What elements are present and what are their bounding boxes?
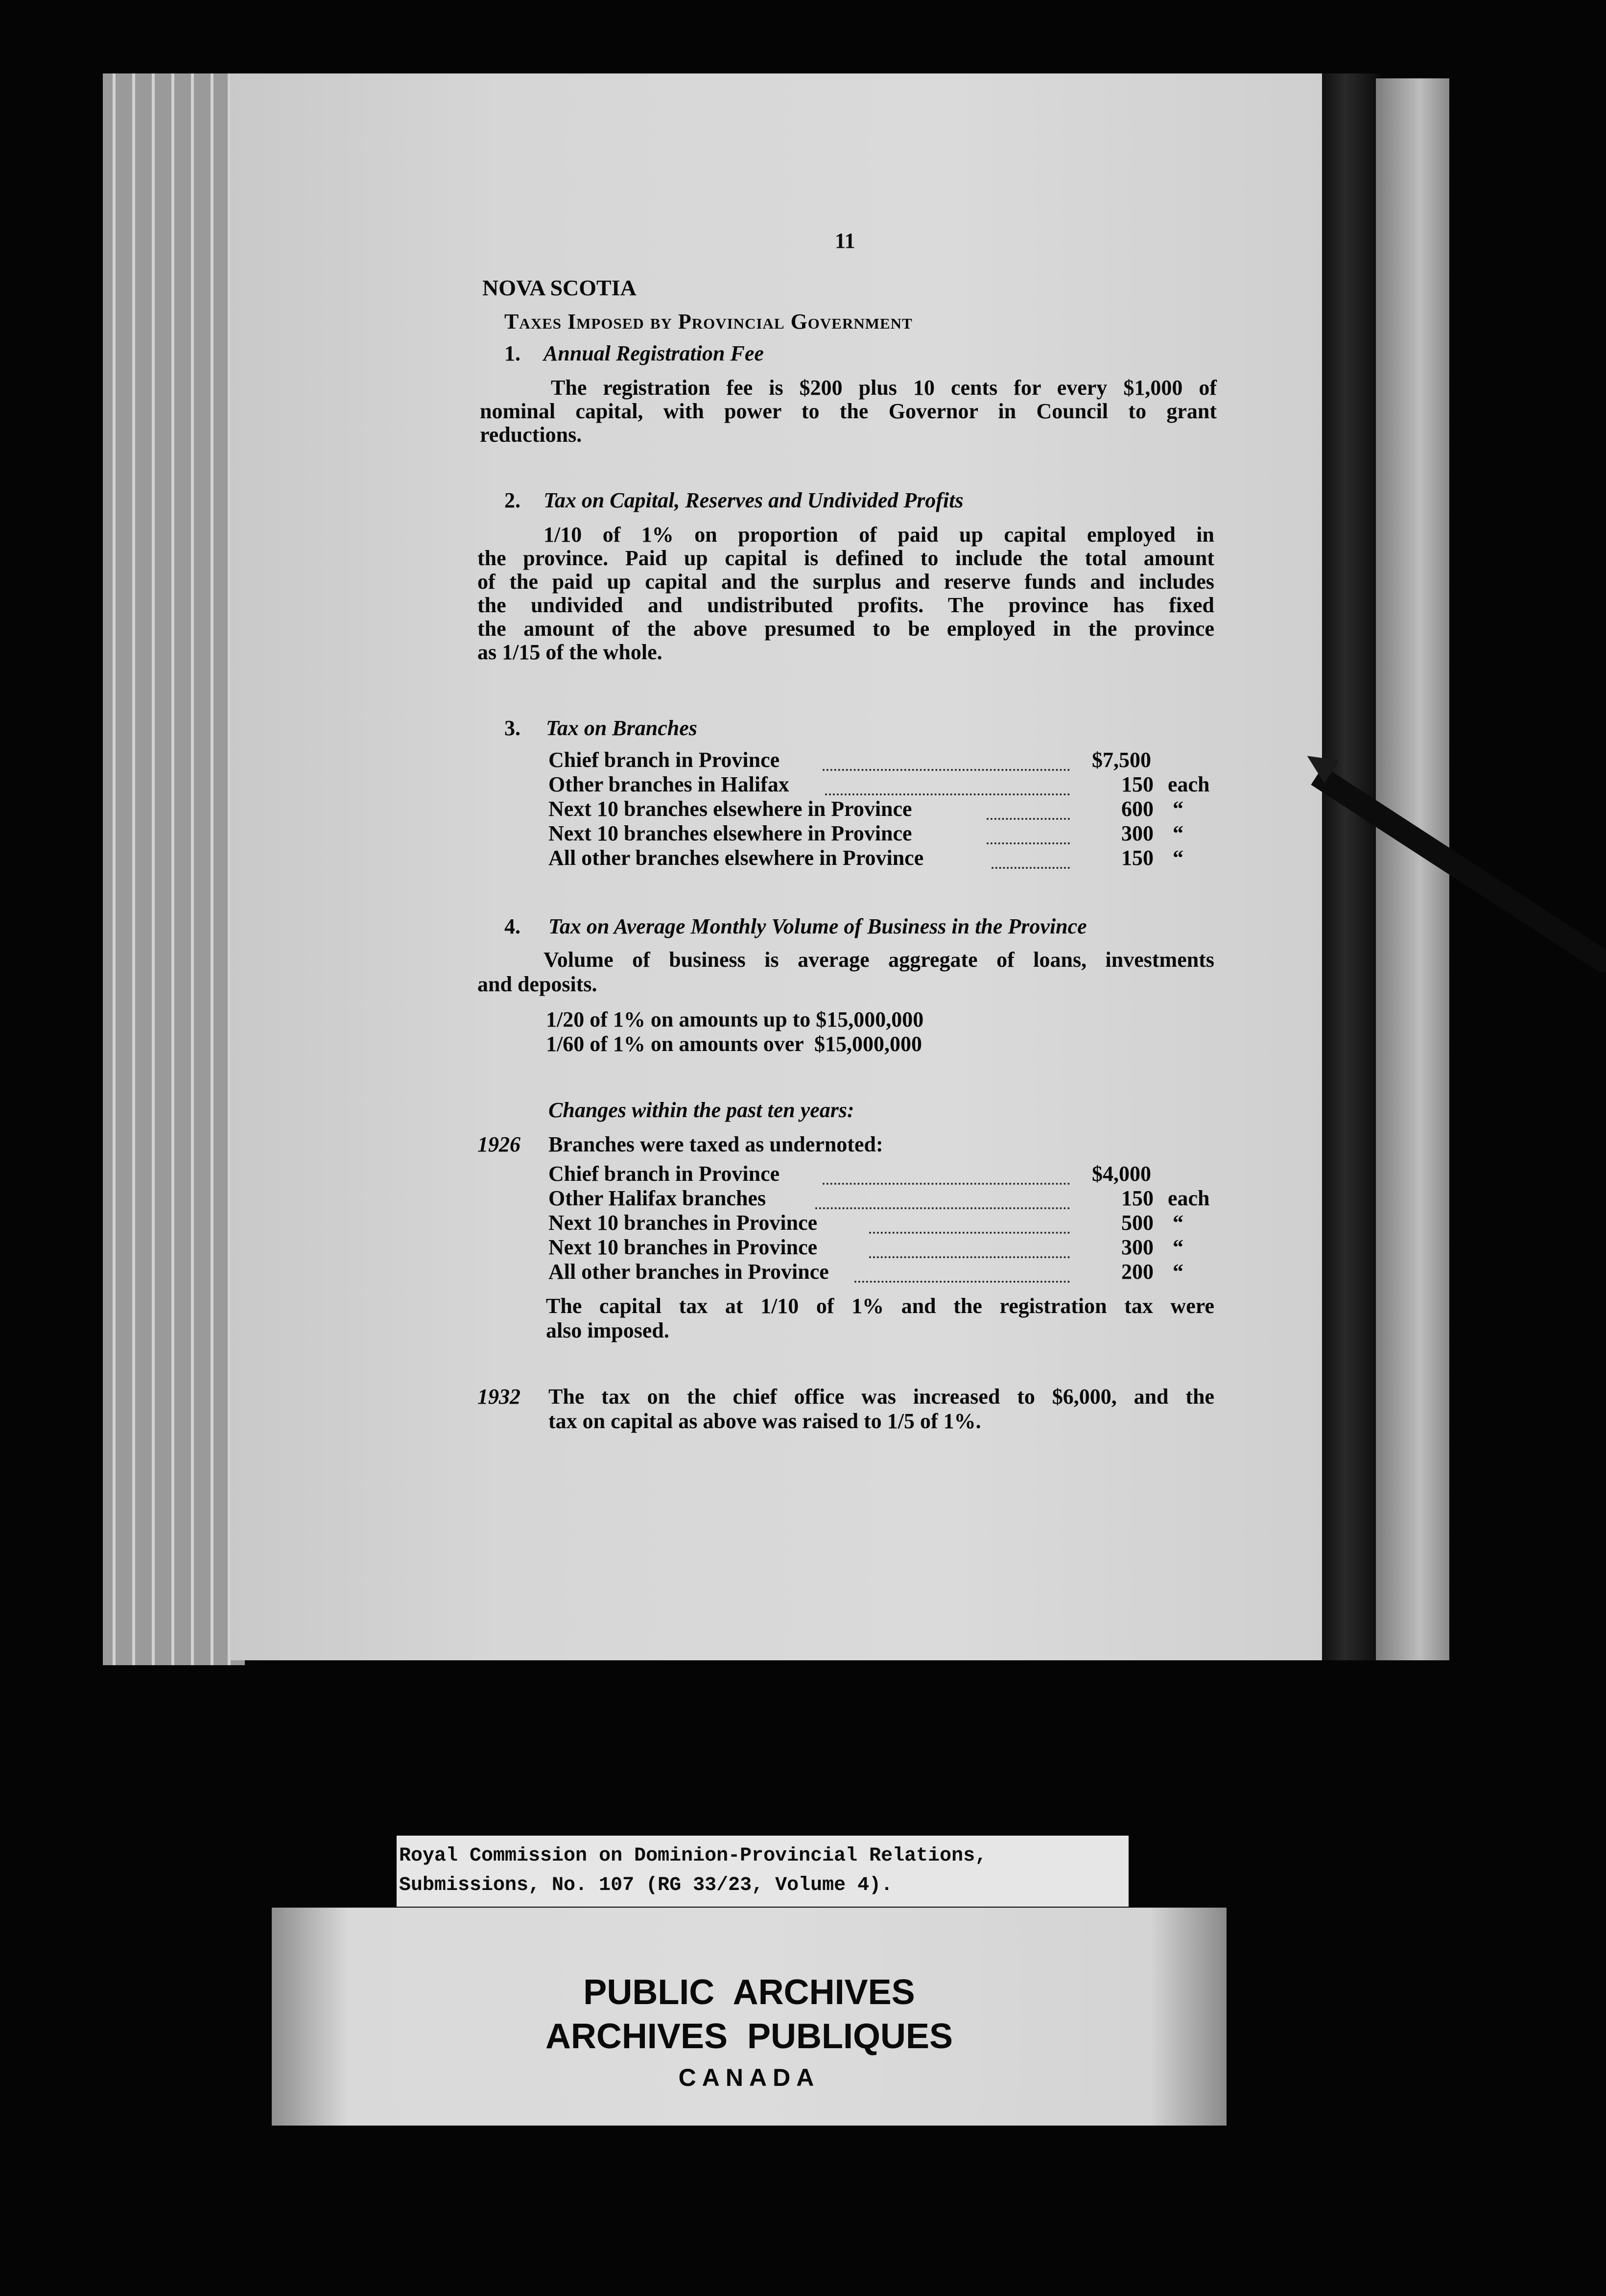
leader-dots xyxy=(823,769,1070,771)
branch-tax-amount: 300 xyxy=(1121,821,1154,845)
leader-dots xyxy=(992,867,1070,869)
section1-number: 1. xyxy=(504,341,520,365)
branch-tax-amount: 600 xyxy=(1121,797,1154,821)
page-edge xyxy=(113,73,116,1665)
branch-tax-label: All other branches elsewhere in Province xyxy=(548,846,924,870)
branch-tax-note: each xyxy=(1168,772,1210,796)
book-gutter xyxy=(1322,73,1381,1660)
section2-number: 2. xyxy=(504,488,520,512)
reference-line: Royal Commission on Dominion-Provincial Relations, xyxy=(399,1845,987,1867)
page-number: 11 xyxy=(835,229,855,253)
facing-page-edge xyxy=(1376,78,1449,1660)
changes-heading: Changes within the past ten years: xyxy=(548,1098,854,1122)
leader-dots xyxy=(869,1232,1070,1234)
business-rate: 1/60 of 1% on amounts over $15,000,000 xyxy=(546,1032,922,1056)
page-stack-edges xyxy=(103,73,245,1665)
section3-number: 3. xyxy=(504,716,520,740)
branch-tax-amount: 150 xyxy=(1121,846,1154,870)
branch-tax-1926-label: All other branches in Province xyxy=(548,1260,829,1284)
page-subheading: Taxes Imposed by Provincial Government xyxy=(504,310,913,334)
branch-tax-1926-label: Chief branch in Province xyxy=(548,1162,780,1186)
leader-dots xyxy=(825,793,1070,795)
branch-tax-label: Next 10 branches elsewhere in Province xyxy=(548,797,912,821)
branch-tax-1926-note: “ xyxy=(1173,1235,1183,1259)
branch-tax-note: “ xyxy=(1173,846,1183,870)
section3-title: Tax on Branches xyxy=(546,716,697,740)
section2-title: Tax on Capital, Reserves and Undivided Profits xyxy=(543,488,964,512)
archives-stamp-line: PUBLIC ARCHIVES xyxy=(583,1973,915,2012)
section2-line: of the paid up capital and the surplus and reserve funds and includes xyxy=(477,570,1214,594)
section1-line: nominal capital, with power to the Governor in Council to grant xyxy=(480,399,1217,423)
leader-dots xyxy=(869,1256,1070,1258)
branch-tax-1926-amount: $4,000 xyxy=(1092,1162,1151,1186)
section2-line: the undivided and undistributed profits. The province has fixed xyxy=(477,593,1214,617)
section2-line: 1/10 of 1% on proportion of paid up capital employed in xyxy=(543,523,1214,547)
page-edge xyxy=(211,73,213,1665)
changes-1926-closing: also imposed. xyxy=(546,1318,669,1342)
page-edge xyxy=(191,73,194,1665)
reference-label xyxy=(397,1836,1129,1907)
branch-tax-1926-amount: 150 xyxy=(1121,1186,1154,1210)
section4-number: 4. xyxy=(504,914,520,938)
year-1926: 1926 xyxy=(477,1132,520,1156)
branch-tax-label: Next 10 branches elsewhere in Province xyxy=(548,821,912,845)
archives-stamp-card xyxy=(272,1908,1227,2126)
branch-tax-1926-note: “ xyxy=(1173,1260,1183,1284)
archives-stamp-line: ARCHIVES PUBLIQUES xyxy=(545,2017,953,2056)
reference-line: Submissions, No. 107 (RG 33/23, Volume 4). xyxy=(399,1874,893,1896)
section1-line: reductions. xyxy=(480,423,582,447)
section4-title: Tax on Average Monthly Volume of Business in the Province xyxy=(548,914,1087,938)
archives-stamp-country: CANADA xyxy=(678,2064,820,2091)
branch-tax-1926-note: “ xyxy=(1173,1211,1183,1235)
leader-dots xyxy=(987,842,1070,844)
section1-title: Annual Registration Fee xyxy=(543,341,764,365)
business-rate: 1/20 of 1% on amounts up to $15,000,000 xyxy=(546,1007,924,1031)
changes-1926-intro: Branches were taxed as undernoted: xyxy=(548,1132,883,1156)
branch-tax-amount: $7,500 xyxy=(1092,748,1151,772)
section4-line: and deposits. xyxy=(477,972,597,996)
section2-line: the amount of the above presumed to be employed in the province xyxy=(477,617,1214,641)
leader-dots xyxy=(987,818,1070,820)
leader-dots xyxy=(854,1281,1070,1283)
changes-1932-line: tax on capital as above was raised to 1/5 of 1%. xyxy=(548,1409,981,1433)
section4-line: Volume of business is average aggregate of loans, investments xyxy=(543,948,1214,972)
changes-1926-closing: The capital tax at 1/10 of 1% and the registration tax were xyxy=(546,1294,1214,1318)
leader-dots xyxy=(823,1183,1070,1185)
leader-dots xyxy=(815,1207,1070,1209)
branch-tax-1926-amount: 200 xyxy=(1121,1260,1154,1284)
branch-tax-note: “ xyxy=(1173,797,1183,821)
branch-tax-1926-amount: 300 xyxy=(1121,1235,1154,1259)
page-heading: NOVA SCOTIA xyxy=(482,275,637,300)
branch-tax-1926-label: Other Halifax branches xyxy=(548,1186,766,1210)
branch-tax-amount: 150 xyxy=(1121,772,1154,796)
page-edge xyxy=(152,73,155,1665)
page-edge xyxy=(171,73,174,1665)
branch-tax-1926-label: Next 10 branches in Province xyxy=(548,1211,818,1235)
section2-line: as 1/15 of the whole. xyxy=(477,640,662,664)
branch-tax-1926-amount: 500 xyxy=(1121,1211,1154,1235)
branch-tax-note: “ xyxy=(1173,821,1183,845)
year-1932: 1932 xyxy=(477,1385,520,1409)
section1-line: The registration fee is $200 plus 10 cents for every $1,000 of xyxy=(551,376,1217,400)
branch-tax-1926-label: Next 10 branches in Province xyxy=(548,1235,818,1259)
section2-line: the province. Paid up capital is defined to include the total amount xyxy=(477,546,1214,570)
branch-tax-label: Chief branch in Province xyxy=(548,748,780,772)
branch-tax-label: Other branches in Halifax xyxy=(548,772,789,796)
page-edge xyxy=(132,73,135,1665)
branch-tax-1926-note: each xyxy=(1168,1186,1210,1210)
changes-1932-line: The tax on the chief office was increased to $6,000, and the xyxy=(548,1385,1214,1409)
